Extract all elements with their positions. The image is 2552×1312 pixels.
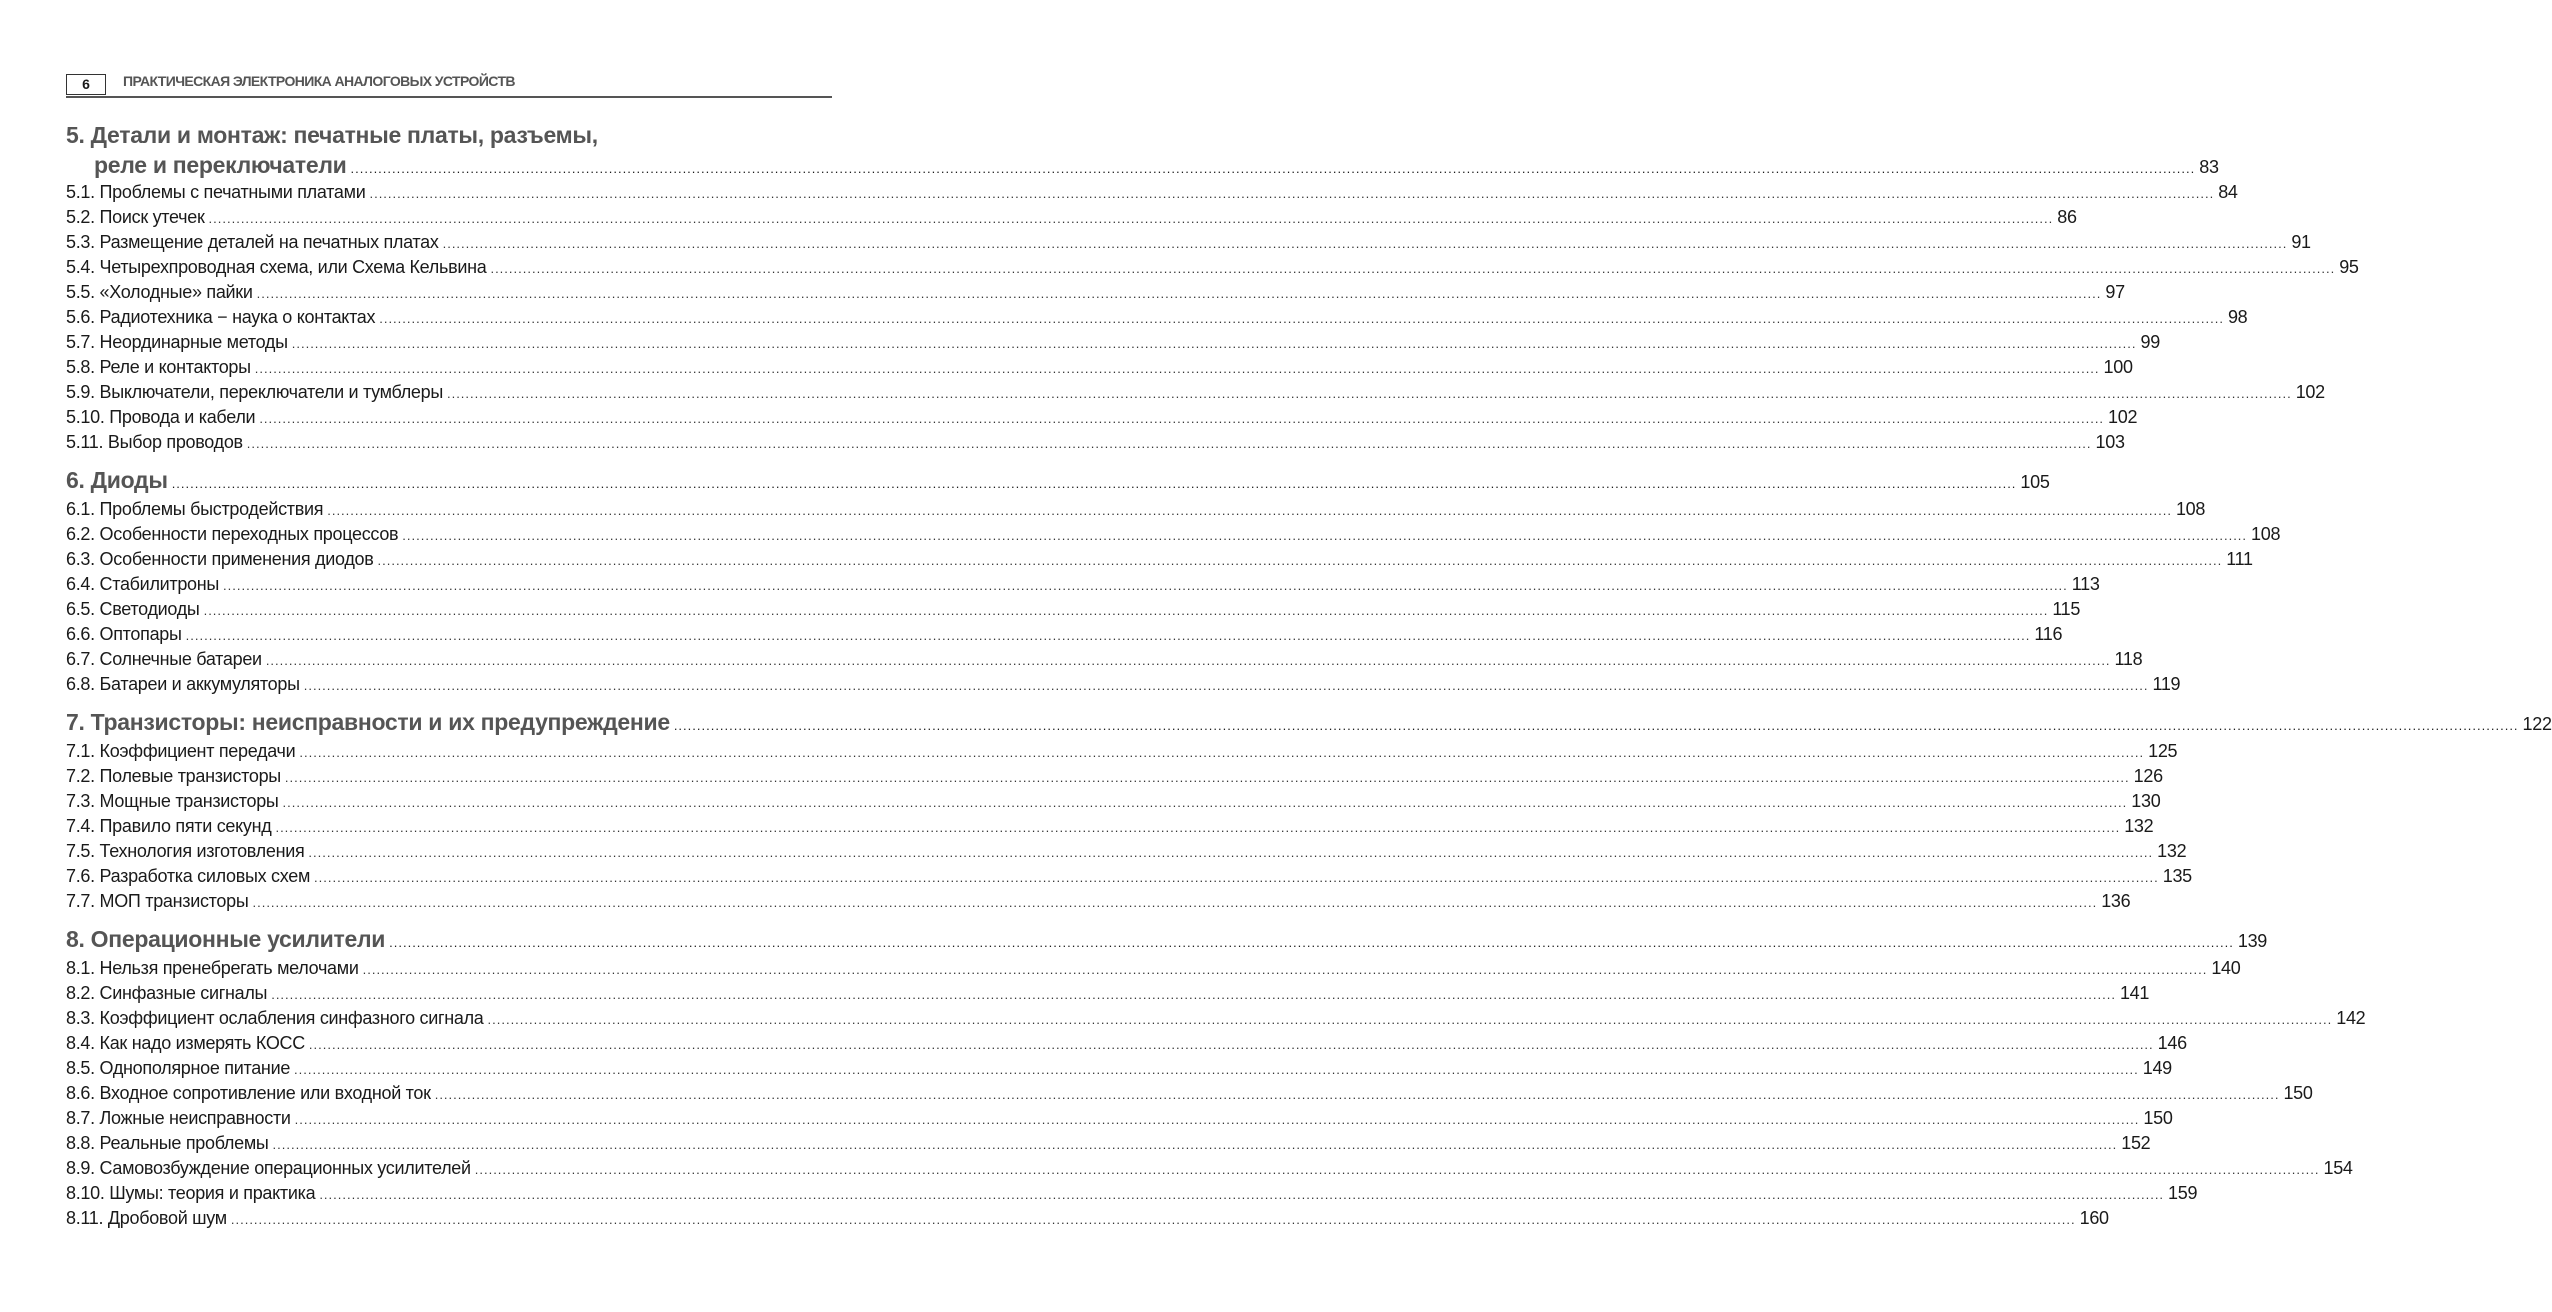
toc-entry-title: 6.7. Солнечные батареи — [66, 649, 262, 669]
dot-leader: ................................................................................................................................................................................................................................................................................................................................................................................................................ — [284, 770, 2130, 785]
chapter-heading-title: 8. Операционные усилители — [66, 926, 386, 952]
toc-entry-title: 7.3. Мощные транзисторы — [66, 791, 279, 811]
dot-leader: ................................................................................................................................................................................................................................................................................................................................................................................................................ — [303, 678, 2149, 693]
toc-entry-title: 8.6. Входное сопротивление или входной ток — [66, 1083, 431, 1103]
chapter-heading-page: 122 — [2522, 714, 2552, 734]
toc-entry-page: 113 — [2071, 574, 2100, 594]
dot-leader: ................................................................................................................................................................................................................................................................................................................................................................................................................ — [327, 503, 2172, 518]
dot-leader: ................................................................................................................................................................................................................................................................................................................................................................................................................ — [203, 603, 2049, 618]
toc-entry — [66, 1106, 2173, 1131]
toc-entry-title: 7.1. Коэффициент передачи — [66, 741, 296, 761]
dot-leader: ................................................................................................................................................................................................................................................................................................................................................................................................................ — [265, 653, 2111, 668]
toc-entry — [66, 647, 2143, 672]
toc-entry — [66, 572, 2100, 597]
dot-leader: ................................................................................................................................................................................................................................................................................................................................................................................................................ — [294, 1112, 2140, 1127]
toc-entry-page: 146 — [2157, 1033, 2187, 1053]
toc-entry — [66, 1206, 2109, 1231]
toc-entry-page: 116 — [2034, 624, 2063, 644]
toc-entry-title: 5.4. Четырехпроводная схема, или Схема Кельвина — [66, 257, 487, 277]
toc-entry-title: 6.3. Особенности применения диодов — [66, 549, 374, 569]
toc-entry-page: 125 — [2148, 741, 2178, 761]
toc-entry-page: 142 — [2336, 1008, 2366, 1028]
toc-entry — [66, 739, 2178, 764]
toc-entry-page: 152 — [2121, 1133, 2151, 1153]
toc-entry — [66, 255, 2359, 280]
chapter-heading — [66, 150, 2219, 180]
toc-entry-title: 8.7. Ложные неисправности — [66, 1108, 291, 1128]
toc-entry-title: 8.10. Шумы: теория и практика — [66, 1183, 316, 1203]
toc-entry-page: 126 — [2133, 766, 2163, 786]
toc-entry-title: 6.4. Стабилитроны — [66, 574, 220, 594]
toc-entry-page: 141 — [2119, 983, 2150, 1003]
toc-entry-page: 84 — [2218, 182, 2238, 202]
dot-leader: ................................................................................................................................................................................................................................................................................................................................................................................................................ — [275, 820, 2121, 835]
dot-leader: ................................................................................................................................................................................................................................................................................................................................................................................................................ — [256, 286, 2102, 301]
toc-entry-page: 149 — [2142, 1058, 2172, 1078]
toc-entry — [66, 789, 2161, 814]
dot-leader: ................................................................................................................................................................................................................................................................................................................................................................................................................ — [379, 311, 2224, 326]
running-header — [66, 72, 832, 98]
chapter-heading-line1: 5. Детали и монтаж: печатные платы, разъемы, — [66, 122, 598, 148]
toc-entry — [66, 597, 2081, 622]
page-number: 6 — [66, 74, 106, 95]
toc-entry — [66, 305, 2248, 330]
toc-entry-title: 8.5. Однополярное питание — [66, 1058, 291, 1078]
dot-leader: ................................................................................................................................................................................................................................................................................................................................................................................................................ — [308, 1037, 2154, 1052]
toc-entry-page: 136 — [2101, 891, 2131, 911]
chapter-heading-title: 6. Диоды — [66, 467, 168, 493]
chapter-heading-page: 83 — [2199, 157, 2219, 177]
toc-entry — [66, 1006, 2366, 1031]
dot-leader: ................................................................................................................................................................................................................................................................................................................................................................................................................ — [319, 1187, 2165, 1202]
dot-leader: ................................................................................................................................................................................................................................................................................................................................................................................................................ — [171, 476, 2017, 491]
toc-entry-title: 5.5. «Холодные» пайки — [66, 282, 253, 302]
toc-entry-page: 102 — [2108, 407, 2138, 427]
toc-entry-page: 130 — [2131, 791, 2161, 811]
toc-entry-page: 91 — [2291, 232, 2311, 252]
dot-leader: ................................................................................................................................................................................................................................................................................................................................................................................................................ — [254, 361, 2100, 376]
toc-entry-page: 108 — [2251, 524, 2281, 544]
toc-entry-title: 5.7. Неординарные методы — [66, 332, 288, 352]
dot-leader: ................................................................................................................................................................................................................................................................................................................................................................................................................ — [271, 987, 2116, 1002]
toc-entry — [66, 814, 2154, 839]
toc-entry-page: 100 — [2103, 357, 2133, 377]
dot-leader: ................................................................................................................................................................................................................................................................................................................................................................................................................ — [246, 436, 2092, 451]
toc-entry — [66, 230, 2311, 255]
table-of-contents — [66, 120, 2552, 1231]
toc-entry-title: 8.8. Реальные проблемы — [66, 1133, 269, 1153]
toc-entry — [66, 672, 2181, 697]
chapter-heading-title: реле и переключатели — [94, 152, 347, 178]
toc-entry — [66, 864, 2192, 889]
chapter-heading-page: 139 — [2237, 931, 2268, 951]
dot-leader: ................................................................................................................................................................................................................................................................................................................................................................................................................ — [474, 1162, 2320, 1177]
toc-entry — [66, 1131, 2151, 1156]
toc-entry-title: 7.5. Технология изготовления — [66, 841, 305, 861]
dot-leader: ................................................................................................................................................................................................................................................................................................................................................................................................................ — [377, 553, 2223, 568]
dot-leader: ................................................................................................................................................................................................................................................................................................................................................................................................................ — [299, 745, 2145, 760]
dot-leader: ................................................................................................................................................................................................................................................................................................................................................................................................................ — [350, 161, 2196, 176]
toc-entry — [66, 764, 2163, 789]
toc-entry-page: 159 — [2168, 1183, 2198, 1203]
dot-leader: ................................................................................................................................................................................................................................................................................................................................................................................................................ — [314, 870, 2159, 885]
dot-leader: ................................................................................................................................................................................................................................................................................................................................................................................................................ — [185, 628, 2031, 643]
toc-entry-page: 111 — [2226, 549, 2253, 569]
toc-entry — [66, 280, 2125, 305]
toc-entry-page: 99 — [2140, 332, 2160, 352]
toc-entry-page: 98 — [2227, 307, 2248, 327]
chapter-heading — [66, 706, 2552, 739]
toc-entry-title: 6.5. Светодиоды — [66, 599, 200, 619]
dot-leader: ................................................................................................................................................................................................................................................................................................................................................................................................................ — [252, 895, 2098, 910]
toc-entry-page: 132 — [2124, 816, 2154, 836]
toc-entry — [66, 622, 2063, 647]
toc-entry-title: 6.2. Особенности переходных процессов — [66, 524, 399, 544]
toc-entry-page: 154 — [2323, 1158, 2353, 1178]
dot-leader: ................................................................................................................................................................................................................................................................................................................................................................................................................ — [291, 336, 2137, 351]
dot-leader: ................................................................................................................................................................................................................................................................................................................................................................................................................ — [272, 1137, 2118, 1152]
toc-entry — [66, 380, 2325, 405]
toc-entry — [66, 330, 2160, 355]
toc-entry-page: 95 — [2339, 257, 2359, 277]
toc-entry-title: 6.6. Оптопары — [66, 624, 182, 644]
toc-entry-page: 115 — [2052, 599, 2081, 619]
toc-entry — [66, 1056, 2172, 1081]
toc-entry — [66, 981, 2150, 1006]
toc-entry-page: 150 — [2143, 1108, 2173, 1128]
toc-entry-page: 97 — [2105, 282, 2125, 302]
toc-entry-title: 5.11. Выбор проводов — [66, 432, 243, 452]
toc-entry-title: 8.1. Нельзя пренебрегать мелочами — [66, 958, 359, 978]
dot-leader: ................................................................................................................................................................................................................................................................................................................................................................................................................ — [308, 845, 2154, 860]
toc-entry-page: 86 — [2057, 207, 2077, 227]
dot-leader: ................................................................................................................................................................................................................................................................................................................................................................................................................ — [490, 261, 2336, 276]
toc-entry — [66, 497, 2206, 522]
dot-leader: ................................................................................................................................................................................................................................................................................................................................................................................................................ — [282, 795, 2128, 810]
toc-entry-title: 7.6. Разработка силовых схем — [66, 866, 311, 886]
dot-leader: ................................................................................................................................................................................................................................................................................................................................................................................................................ — [389, 935, 2234, 950]
dot-leader: ................................................................................................................................................................................................................................................................................................................................................................................................................ — [259, 411, 2105, 426]
dot-leader: ................................................................................................................................................................................................................................................................................................................................................................................................................ — [487, 1012, 2333, 1027]
toc-entry — [66, 405, 2138, 430]
toc-entry — [66, 1081, 2313, 1106]
toc-entry — [66, 1156, 2353, 1181]
toc-entry — [66, 547, 2253, 572]
toc-entry-page: 103 — [2095, 432, 2125, 452]
dot-leader: ................................................................................................................................................................................................................................................................................................................................................................................................................ — [230, 1212, 2076, 1227]
toc-entry-page: 160 — [2079, 1208, 2109, 1228]
toc-entry-title: 8.9. Самовозбуждение операционных усилителей — [66, 1158, 471, 1178]
toc-entry-title: 5.3. Размещение деталей на печатных платах — [66, 232, 439, 252]
running-title: ПРАКТИЧЕСКАЯ ЭЛЕКТРОНИКА АНАЛОГОВЫХ УСТРОЙСТВ — [123, 73, 515, 89]
toc-entry — [66, 180, 2238, 205]
toc-entry — [66, 522, 2281, 547]
chapter-heading-page: 105 — [2020, 472, 2050, 492]
toc-entry-title: 6.1. Проблемы быстродействия — [66, 499, 324, 519]
toc-entry — [66, 889, 2131, 914]
toc-entry-page: 118 — [2114, 649, 2143, 669]
dot-leader: ................................................................................................................................................................................................................................................................................................................................................................................................................ — [369, 186, 2215, 201]
dot-leader: ................................................................................................................................................................................................................................................................................................................................................................................................................ — [442, 236, 2288, 251]
chapter-heading-title: 7. Транзисторы: неисправности и их предупреждение — [66, 709, 670, 735]
toc-entry-title: 8.11. Дробовой шум — [66, 1208, 227, 1228]
dot-leader: ................................................................................................................................................................................................................................................................................................................................................................................................................ — [402, 528, 2248, 543]
toc-entry-page: 102 — [2295, 382, 2325, 402]
toc-entry-title: 7.7. МОП транзисторы — [66, 891, 249, 911]
toc-entry-title: 8.2. Синфазные сигналы — [66, 983, 268, 1003]
toc-entry-title: 8.4. Как надо измерять КОСС — [66, 1033, 305, 1053]
toc-entry-title: 5.2. Поиск утечек — [66, 207, 205, 227]
toc-entry-title: 5.6. Радиотехника − наука о контактах — [66, 307, 376, 327]
toc-entry-title: 5.1. Проблемы с печатными платами — [66, 182, 366, 202]
dot-leader: ................................................................................................................................................................................................................................................................................................................................................................................................................ — [223, 578, 2068, 593]
toc-entry-page: 132 — [2157, 841, 2187, 861]
toc-entry-page: 140 — [2211, 958, 2241, 978]
chapter-heading — [66, 464, 2050, 497]
dot-leader: ................................................................................................................................................................................................................................................................................................................................................................................................................ — [434, 1087, 2280, 1102]
dot-leader: ................................................................................................................................................................................................................................................................................................................................................................................................................ — [294, 1062, 2139, 1077]
toc-entry-title: 5.10. Провода и кабели — [66, 407, 256, 427]
toc-entry-title: 6.8. Батареи и аккумуляторы — [66, 674, 300, 694]
toc-entry-page: 119 — [2152, 674, 2181, 694]
toc-entry — [66, 956, 2241, 981]
toc-entry — [66, 1031, 2187, 1056]
toc-entry — [66, 355, 2133, 380]
toc-entry-title: 8.3. Коэффициент ослабления синфазного сигнала — [66, 1008, 484, 1028]
dot-leader: ................................................................................................................................................................................................................................................................................................................................................................................................................ — [446, 386, 2292, 401]
toc-entry — [66, 205, 2077, 230]
toc-entry-page: 150 — [2283, 1083, 2313, 1103]
toc-entry-page: 108 — [2175, 499, 2206, 519]
dot-leader: ................................................................................................................................................................................................................................................................................................................................................................................................................ — [362, 962, 2208, 977]
toc-entry-title: 7.4. Правило пяти секунд — [66, 816, 272, 836]
toc-entry-page: 135 — [2162, 866, 2192, 886]
toc-entry — [66, 430, 2125, 455]
dot-leader: ................................................................................................................................................................................................................................................................................................................................................................................................................ — [208, 211, 2054, 226]
toc-entry-title: 5.9. Выключатели, переключатели и тумблеры — [66, 382, 443, 402]
toc-entry-title: 5.8. Реле и контакторы — [66, 357, 251, 377]
toc-entry-title: 7.2. Полевые транзисторы — [66, 766, 281, 786]
dot-leader: ................................................................................................................................................................................................................................................................................................................................................................................................................ — [673, 718, 2519, 733]
toc-entry — [66, 839, 2187, 864]
chapter-heading — [66, 923, 2268, 956]
toc-entry — [66, 1181, 2198, 1206]
